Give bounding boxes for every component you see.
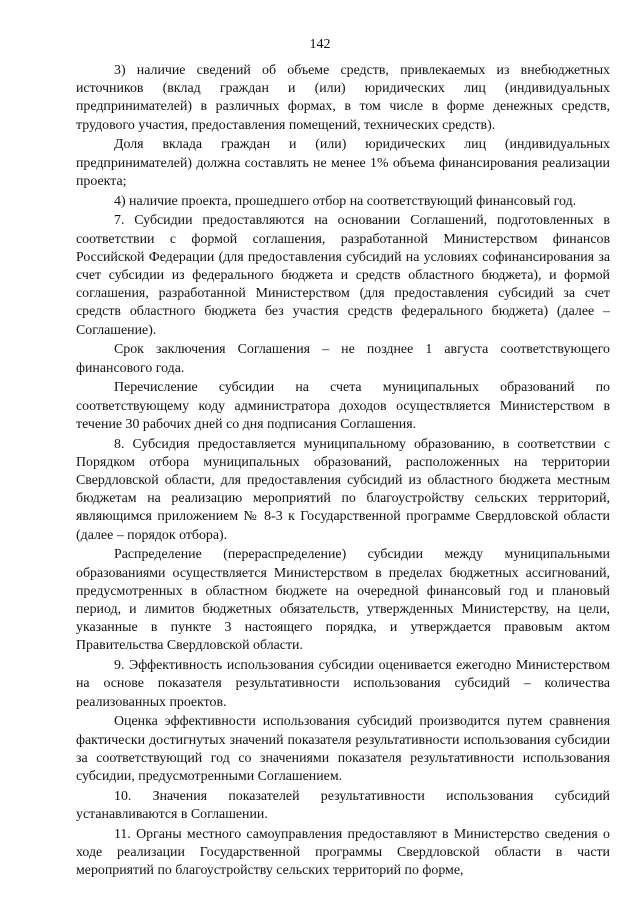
paragraph-10-indicator-values: 10. Значения показателей результативности использования субсидий устанавливаются в Соглашении. [76, 788, 610, 823]
paragraph-3-extra-budget-sources: 3) наличие сведений об объеме средств, привлекаемых из внебюджетных источников (вклад граждан и (или) юридических лиц (индивидуальных предпринимателей) в различных формах, в том числе в форме денежных средств, трудового участия, предоставления помещений, технических средств). [76, 63, 610, 133]
paragraph-subsidy-transfer: Перечисление субсидии на счета муниципальных образований по соответствующему коду администратора доходов осуществляется Министерством в течение 30 рабочих дней со дня подписания Соглашения. [76, 380, 610, 432]
paragraph-agreement-deadline: Срок заключения Соглашения – не позднее 1 августа соответствующего финансового года. [76, 342, 610, 376]
document-body [76, 62, 610, 882]
paragraph-9-efficiency: 9. Эффективность использования субсидии оценивается ежегодно Министерством на основе показателя результативности использования субсидий – количества реализованных проектов. [76, 658, 610, 710]
paragraph-subsidy-distribution: Распределение (перераспределение) субсидии между муниципальными образованиями осуществляется Министерством в пределах бюджетных ассигнований, предусмотренных в областном бюджете на очередной финансовый год и плановый период, и лимитов бюджетных обязательств, утвержденных Министерству, на цели, указанные в пункте 3 настоящего порядка, и утверждается правовым актом Правительства Свердловской области. [76, 547, 610, 654]
paragraph-efficiency-assessment: Оценка эффективности использования субсидий производится путем сравнения фактически достигнутых значений показателя результативности использования субсидии за соответствующий год со значениями показателя результативности использования субсидии, предусмотренными Соглашением. [76, 714, 610, 785]
paragraph-11-reporting: 11. Органы местного самоуправления предоставляют в Министерство сведения о ходе реализации Государственной программы Свердловской области в части мероприятий по благоустройству сельских территорий по форме, [76, 826, 610, 879]
paragraph-8-subsidy-provision: 8. Субсидия предоставляется муниципальному образованию, в соответствии с Порядком отбора муниципальных образований, расположенных на территории Свердловской области, для предоставления субсидий из областного бюджета местным бюджетам на реализацию мероприятий по благоустройству сельских территорий, являющимся приложением № 8-3 к Государственной программе Свердловской области (далее – порядок отбора). [76, 436, 610, 543]
paragraph-4-project-selection: 4) наличие проекта, прошедшего отбор на соответствующий финансовый год. [114, 193, 577, 209]
paragraph-contribution-share: Доля вклада граждан и (или) юридических лиц (индивидуальных предпринимателей) должна составлять не менее 1% объема финансирования реализации проекта; [76, 137, 610, 189]
page-number: 142 [309, 37, 331, 52]
paragraph-7-agreements: 7. Субсидии предоставляются на основании Соглашений, подготовленных в соответствии с формой соглашения, разработанной Министерством финансов Российской Федерации (для предоставления субсидий на условиях софинансирования за счет субсидии из федерального бюджета и средств областного бюджета), и формой соглашения, разработанной Министерством (для предоставления субсидий за счет средств областного бюджета без участия средств федерального бюджета) (далее – Соглашение). [76, 213, 610, 338]
